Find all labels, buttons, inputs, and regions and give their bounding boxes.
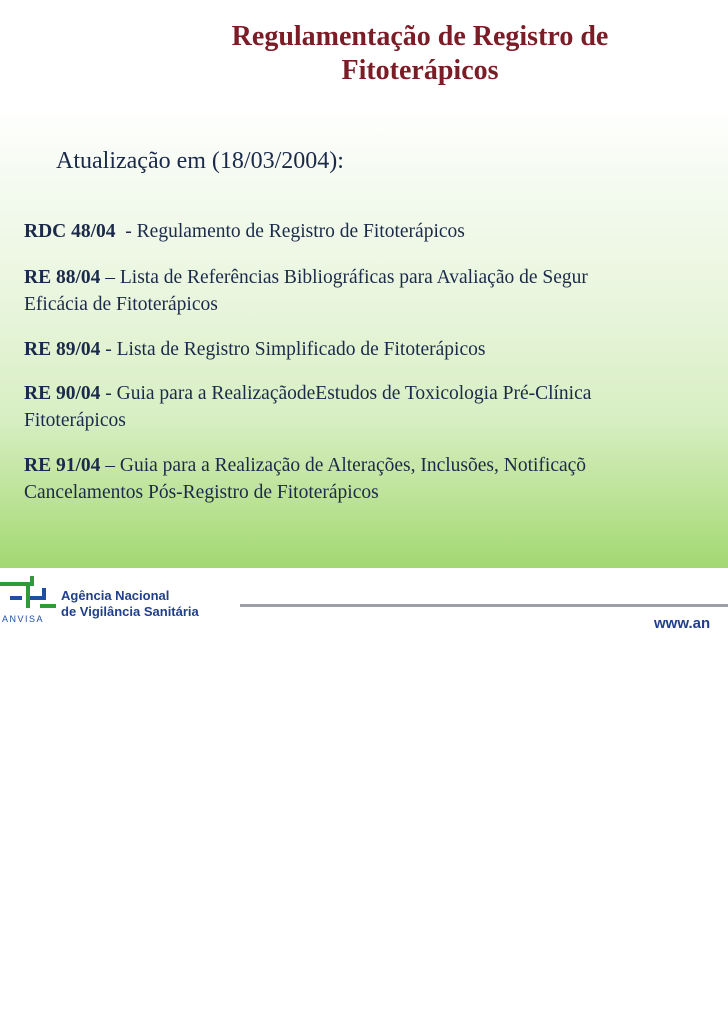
slide-footer [0, 570, 728, 630]
regulation-description: Regulamento de Registro de Fitoterápicos [136, 221, 465, 242]
regulation-code: RE 88/04 [24, 267, 101, 288]
svg-text:ANVISA: ANVISA [2, 614, 45, 624]
website-link[interactable]: www.an [654, 615, 711, 632]
regulation-separator: – [100, 267, 120, 288]
regulation-code: RDC 48/04 [24, 221, 116, 242]
regulation-description-continued: Fitoterápicos [24, 410, 126, 431]
agency-name [61, 588, 199, 620]
regulation-description: Guia para a Realização de Alterações, Inclusões, Notificaçõ [119, 455, 587, 476]
update-date-heading: Atualização em (18/03/2004): [56, 148, 344, 174]
regulation-separator: - [100, 339, 117, 360]
regulation-entry-re-89 [24, 336, 728, 363]
regulation-description: Lista de Registro Simplificado de Fitoterápicos [116, 339, 486, 360]
regulation-entry-re-88 [24, 264, 728, 318]
slide-title [120, 20, 720, 88]
slide-title-line-1: Regulamentação de Registro de [231, 21, 609, 52]
agency-name-line-1: Agência Nacional [61, 588, 170, 603]
regulation-entry-re-91 [24, 452, 728, 506]
regulation-description: Lista de Referências Bibliográficas para Avaliação de Segur [119, 267, 588, 288]
regulation-code: RE 89/04 [24, 339, 101, 360]
anvisa-logo-icon [0, 574, 60, 626]
regulation-description-continued: Cancelamentos Pós-Registro de Fitoterápicos [24, 482, 379, 503]
regulation-separator: – [100, 455, 120, 476]
regulation-description: Guia para a RealizaçãodeEstudos de Toxicologia Pré-Clínica [116, 383, 592, 404]
agency-name-line-2: de Vigilância Sanitária [61, 604, 199, 619]
regulation-description-continued: Eficácia de Fitoterápicos [24, 294, 218, 315]
regulation-separator: - [100, 383, 117, 404]
regulation-code: RE 90/04 [24, 383, 101, 404]
footer-divider [240, 604, 728, 607]
slide-title-line-2: Fitoterápicos [341, 55, 499, 86]
regulation-entry-re-90 [24, 380, 728, 434]
regulation-entry-rdc-48 [24, 218, 728, 245]
regulation-separator: - [115, 221, 137, 242]
regulation-code: RE 91/04 [24, 455, 101, 476]
